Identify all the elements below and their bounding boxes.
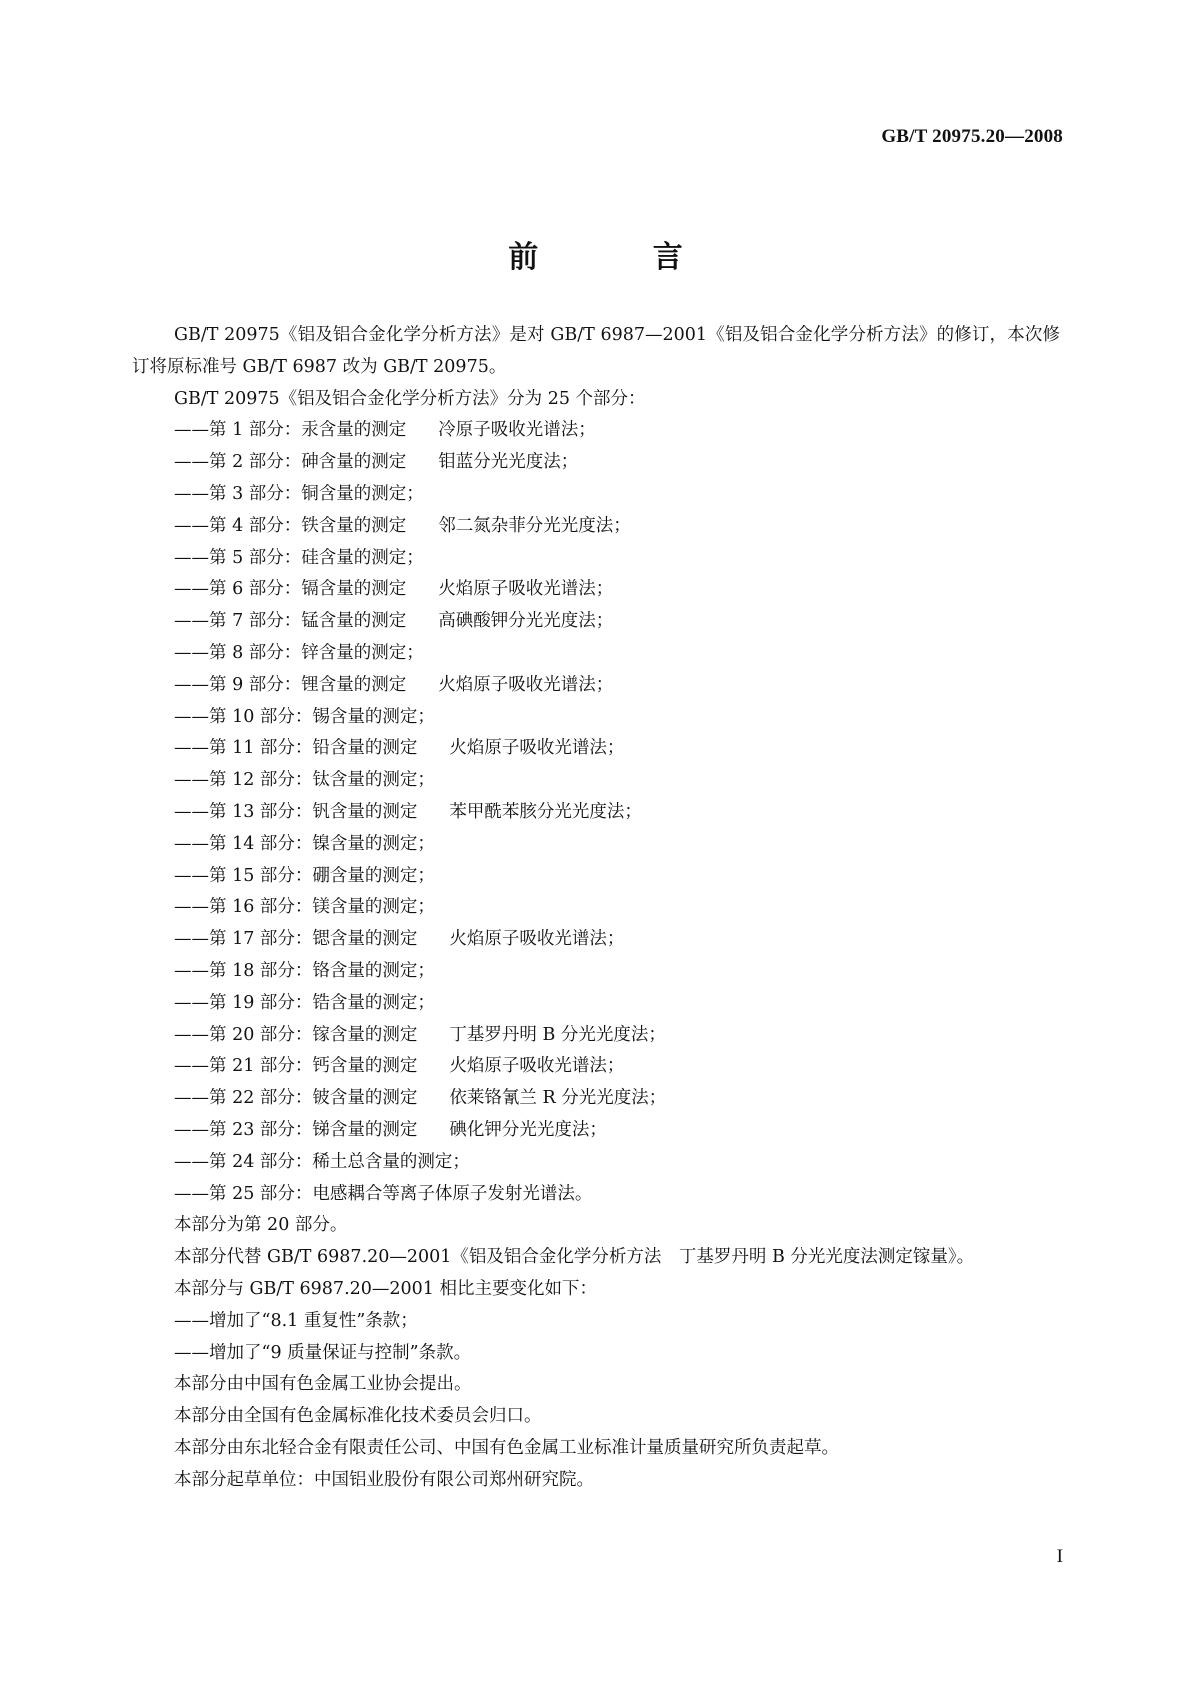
part-label: ——第 7 部分：锰含量的测定 — [174, 611, 407, 632]
part-list-item — [132, 638, 1060, 670]
part-list-item — [132, 670, 1060, 702]
part-method: 丁基罗丹明 B 分光光度法； — [449, 1024, 666, 1045]
part-label: ——第 17 部分：锶含量的测定 — [174, 929, 418, 950]
part-list-item — [132, 415, 1060, 447]
part-list-item — [132, 1083, 1060, 1115]
part-list-item — [132, 1115, 1060, 1147]
part-method: 火焰原子吸收光谱法； — [449, 1056, 625, 1077]
standard-code: GB/T 20975.20—2008 — [881, 126, 1063, 147]
page-number: I — [1056, 1546, 1063, 1567]
part-label: ——第 20 部分：镓含量的测定 — [174, 1024, 418, 1045]
part-list-item — [132, 479, 1060, 511]
part-label: ——第 8 部分：锌含量的测定； — [174, 642, 424, 663]
closing-paragraph: 本部分起草单位：中国铝业股份有限公司郑州研究院。 — [174, 1469, 594, 1490]
part-list-item — [132, 988, 1060, 1020]
part-list-item — [132, 829, 1060, 861]
part-label: ——第 1 部分：汞含量的测定 — [174, 420, 407, 441]
part-method: 碘化钾分光光度法； — [449, 1119, 607, 1140]
part-method: 高碘酸钾分光光度法； — [438, 611, 614, 632]
part-label: ——第 24 部分：稀土总含量的测定； — [174, 1151, 470, 1172]
closing-paragraph: 本部分由中国有色金属工业协会提出。 — [174, 1374, 472, 1395]
part-label: ——第 9 部分：锂含量的测定 — [174, 674, 407, 695]
part-list-item — [132, 606, 1060, 638]
changes-intro-paragraph: 本部分与 GB/T 6987.20—2001 相比主要变化如下： — [174, 1278, 597, 1299]
part-method: 火焰原子吸收光谱法； — [438, 674, 614, 695]
part-label: ——第 6 部分：镉含量的测定 — [174, 579, 407, 600]
part-label: ——第 14 部分：镍含量的测定； — [174, 833, 435, 854]
part-label: ——第 11 部分：铅含量的测定 — [174, 738, 418, 759]
part-list-item — [132, 733, 1060, 765]
part-label: ——第 12 部分：钛含量的测定； — [174, 770, 435, 791]
part-label: ——第 15 部分：硼含量的测定； — [174, 865, 435, 886]
part-list-item — [132, 511, 1060, 543]
part-label: ——第 5 部分：硅含量的测定； — [174, 547, 424, 568]
closing-paragraph: 本部分由东北轻合金有限责任公司、中国有色金属工业标准计量质量研究所负责起草。 — [174, 1437, 839, 1458]
intro-paragraph: GB/T 20975《铝及铝合金化学分析方法》是对 GB/T 6987—2001《铝及铝合金化学分析方法》的修订，本次修订将原标准号 GB/T 6987 改为 GB/T 20975。 — [132, 325, 1060, 377]
part-label: ——第 18 部分：铬含量的测定； — [174, 960, 435, 981]
part-list-item — [132, 797, 1060, 829]
part-label: ——第 21 部分：钙含量的测定 — [174, 1056, 418, 1077]
part-method: 冷原子吸收光谱法； — [438, 420, 596, 441]
part-label: ——第 3 部分：铜含量的测定； — [174, 483, 424, 504]
part-label: ——第 2 部分：砷含量的测定 — [174, 452, 407, 473]
part-method: 火焰原子吸收光谱法； — [438, 579, 614, 600]
part-list-item — [132, 574, 1060, 606]
part-list-item — [132, 892, 1060, 924]
part-list-item — [132, 702, 1060, 734]
intro-paragraph: GB/T 20975《铝及铝合金化学分析方法》分为 25 个部分： — [174, 388, 646, 409]
part-list-item — [132, 956, 1060, 988]
part-method: 火焰原子吸收光谱法； — [449, 929, 625, 950]
part-label: ——第 22 部分：铍含量的测定 — [174, 1088, 418, 1109]
part-label: ——第 23 部分：锑含量的测定 — [174, 1119, 418, 1140]
part-list-item — [132, 543, 1060, 575]
part-list-item — [132, 765, 1060, 797]
part-list-item — [132, 924, 1060, 956]
replaces-paragraph: 本部分代替 GB/T 6987.20—2001《铝及铝合金化学分析方法 丁基罗丹明 B 分光光度法测定镓量》。 — [174, 1247, 975, 1268]
part-method: 钼蓝分光光度法； — [438, 452, 579, 473]
parts-list — [132, 415, 1060, 1210]
part-method: 火焰原子吸收光谱法； — [449, 738, 625, 759]
part-label: ——第 19 部分：锆含量的测定； — [174, 992, 435, 1013]
part-list-item — [132, 447, 1060, 479]
part-label: ——第 10 部分：锡含量的测定； — [174, 706, 435, 727]
part-list-item — [132, 1179, 1060, 1211]
part-method: 苯甲酰苯胲分光光度法； — [449, 801, 642, 822]
part-method: 邻二氮杂菲分光光度法； — [438, 515, 631, 536]
part-list-item — [132, 1051, 1060, 1083]
part-label: ——第 25 部分：电感耦合等离子体原子发射光谱法。 — [174, 1183, 593, 1204]
part-label: ——第 13 部分：钒含量的测定 — [174, 801, 418, 822]
change-item: ——增加了“9 质量保证与控制”条款。 — [174, 1342, 472, 1363]
closing-paragraph: 本部分由全国有色金属标准化技术委员会归口。 — [174, 1406, 542, 1427]
part-method: 依莱铬氰兰 R 分光光度法； — [449, 1088, 667, 1109]
part-label: ——第 16 部分：镁含量的测定； — [174, 897, 435, 918]
part-list-item — [132, 1020, 1060, 1052]
change-item: ——增加了“8.1 重复性”条款； — [174, 1310, 418, 1331]
this-part-paragraph: 本部分为第 20 部分。 — [174, 1215, 348, 1236]
preface-body — [132, 320, 1060, 1496]
part-list-item — [132, 861, 1060, 893]
part-label: ——第 4 部分：铁含量的测定 — [174, 515, 407, 536]
part-list-item — [132, 1147, 1060, 1179]
page-title: 前 言 — [508, 240, 735, 275]
